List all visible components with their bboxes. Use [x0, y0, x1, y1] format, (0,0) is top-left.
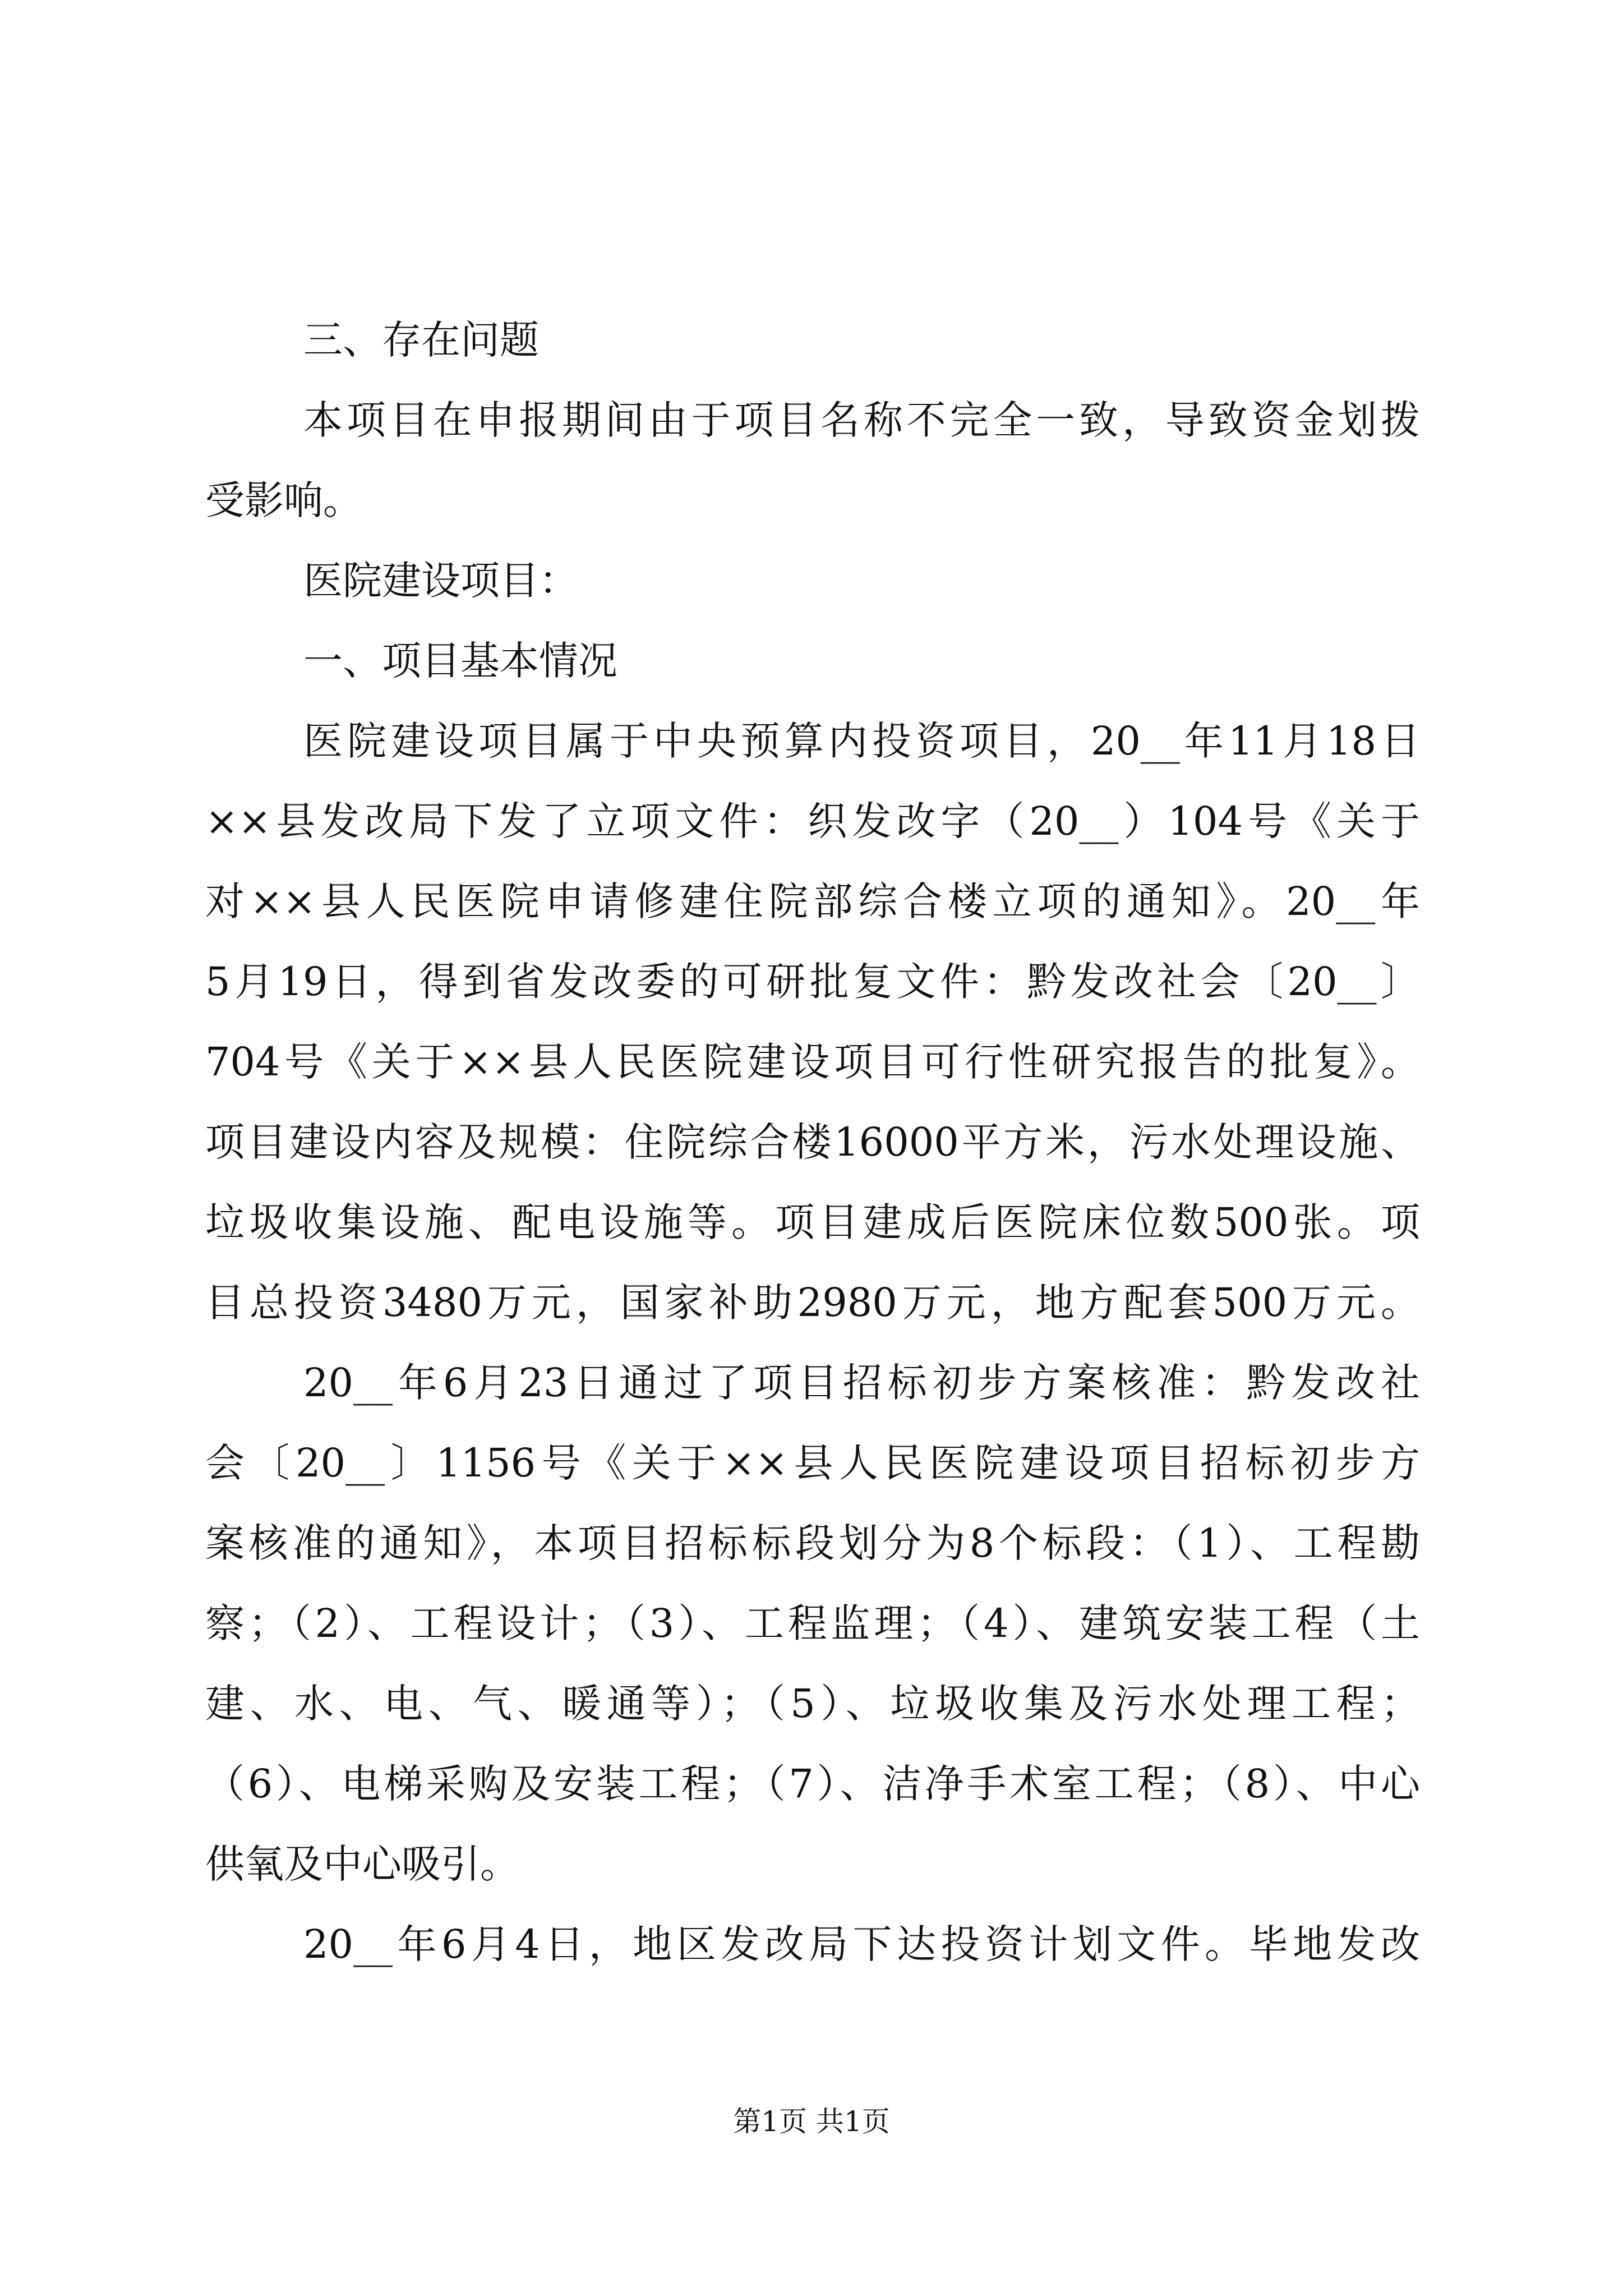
- paragraph-line: 本项目在申报期间由于项目名称不完全一致，导致资金划拨: [303, 397, 1420, 443]
- paragraph-line: ××县发改局下发了立项文件：织发改字（20__）104号《关于: [205, 798, 1420, 844]
- paragraph-line: 目总投资3480万元，国家补助2980万元，地方配套500万元。: [205, 1280, 1420, 1326]
- paragraph-line: 案核准的通知》，本项目招标标段划分为8个标段：（1）、工程勘: [205, 1520, 1420, 1566]
- paragraph-line: 察；（2）、工程设计；（3）、工程监理；（4）、建筑安装工程（土: [205, 1600, 1420, 1646]
- paragraph-line: 对××县人民医院申请修建住院部综合楼立项的通知》。20__年: [205, 878, 1420, 924]
- paragraph-line: 704号《关于××县人民医院建设项目可行性研究报告的批复》。: [205, 1039, 1420, 1085]
- paragraph-line: 20__年6月23日通过了项目招标初步方案核准：黔发改社: [303, 1360, 1420, 1406]
- paragraph-line: 项目建设内容及规模：住院综合楼16000平方米，污水处理设施、: [205, 1119, 1420, 1165]
- section-heading: 三、存在问题: [303, 317, 539, 363]
- page-number-footer: 第1页 共1页: [733, 2105, 890, 2138]
- paragraph-line: 20__年6月4日，地区发改局下达投资计划文件。毕地发改: [303, 1921, 1420, 1967]
- paragraph-line: 受影响。: [205, 477, 362, 523]
- paragraph-line: 建、水、电、气、暖通等）；（5）、垃圾收集及污水处理工程；: [205, 1681, 1420, 1727]
- paragraph-line: 5月19日，得到省发改委的可研批复文件：黔发改社会〔20__〕: [205, 959, 1420, 1005]
- paragraph-line: 会〔20__〕1156号《关于××县人民医院建设项目招标初步方: [205, 1440, 1420, 1486]
- paragraph-line: （6）、电梯采购及安装工程；（7）、洁净手术室工程；（8）、中心: [205, 1761, 1420, 1807]
- section-heading: 医院建设项目：: [303, 558, 578, 604]
- document-body: [205, 300, 1420, 1985]
- paragraph-line: 垃圾收集设施、配电设施等。项目建成后医院床位数500张。项: [205, 1199, 1420, 1245]
- section-heading: 一、项目基本情况: [303, 638, 617, 684]
- paragraph-line: 供氧及中心吸引。: [205, 1841, 519, 1887]
- paragraph-line: 医院建设项目属于中央预算内投资项目，20__年11月18日: [303, 718, 1420, 764]
